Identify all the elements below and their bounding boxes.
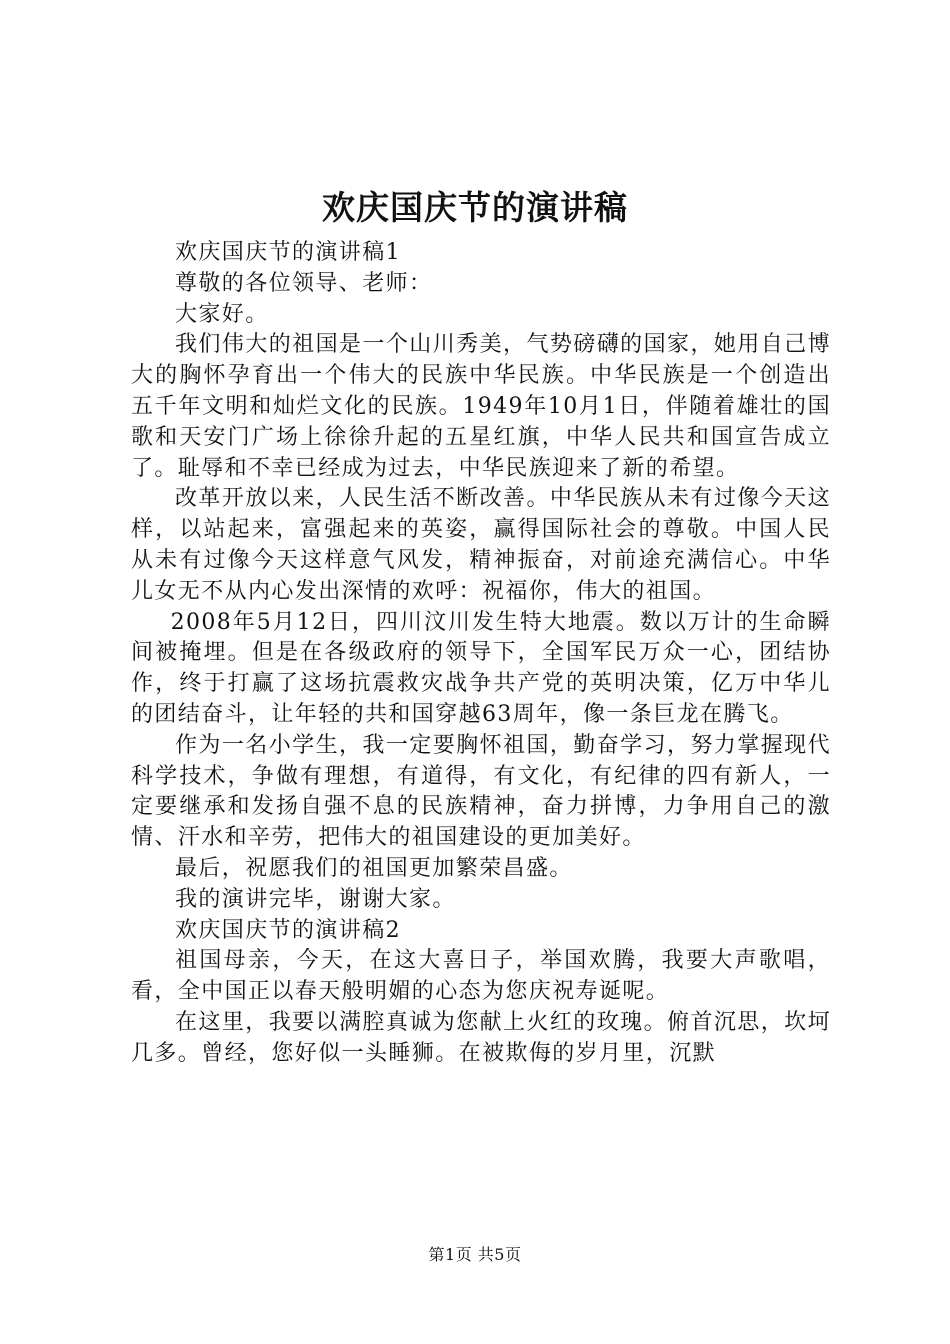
paragraph-heading-2: 欢庆国庆节的演讲稿2	[175, 917, 401, 943]
paragraph-wish: 最后，祝愿我们的祖国更加繁荣昌盛。	[175, 855, 573, 881]
document-body	[131, 238, 831, 1070]
paragraph-reform: 改革开放以来，人民生活不断改善。中华民族从未有过像今天这样，以站起来，富强起来的英姿，赢得国际社会的尊敬。中国人民从未有过像今天这样意气风发，精神振奋，对前途充满信心。中华儿女无不从内心发出深情的欢呼：祝福你，伟大的祖国。	[131, 486, 831, 604]
document-title: 欢庆国庆节的演讲稿	[322, 188, 628, 227]
paragraph-greeting: 大家好。	[175, 301, 269, 327]
paragraph-mother: 祖国母亲，今天，在这大喜日子，举国欢腾，我要大声歌唱，看，全中国正以春天般明媚的心态为您庆祝寿诞呢。	[131, 948, 831, 1005]
paragraph-heading-1: 欢庆国庆节的演讲稿1	[175, 240, 401, 265]
page-number: 第1页 共5页	[428, 1245, 522, 1264]
paragraph-salutation: 尊敬的各位领导、老师：	[175, 270, 433, 296]
paragraph-closing: 我的演讲完毕，谢谢大家。	[175, 886, 456, 912]
paragraph-student: 作为一名小学生，我一定要胸怀祖国，勤奋学习，努力掌握现代科学技术，争做有理想，有道得，有文化，有纪律的四有新人，一定要继承和发扬自强不息的民族精神，奋力拼博，力争用自己的激情、汗水和辛劳，把伟大的祖国建设的更加美好。	[131, 732, 831, 851]
paragraph-motherland: 我们伟大的祖国是一个山川秀美，气势磅礴的国家，她用自己博大的胸怀孕育出一个伟大的民族中华民族。中华民族是一个创造出五千年文明和灿烂文化的民族。1949年10月1日，伴随着雄壮的国歌和天安门广场上徐徐升起的五星红旗，中华人民共和国宣告成立了。耻辱和不幸已经成为过去，中华民族迎来了新的希望。	[131, 332, 831, 481]
paragraph-earthquake: 2008年5月12日，四川汶川发生特大地震。数以万计的生命瞬间被掩埋。但是在各级政府的领导下，全国军民万众一心，团结协作，终于打赢了这场抗震救灾战争共产党的英明决策，亿万中华儿的团结奋斗，让年轻的共和国穿越63周年，像一条巨龙在腾飞。	[131, 609, 831, 727]
paragraph-rose: 在这里，我要以满腔真诚为您献上火红的玫瑰。俯首沉思，坎坷几多。曾经，您好似一头睡狮。在被欺侮的岁月里，沉默	[131, 1009, 831, 1066]
